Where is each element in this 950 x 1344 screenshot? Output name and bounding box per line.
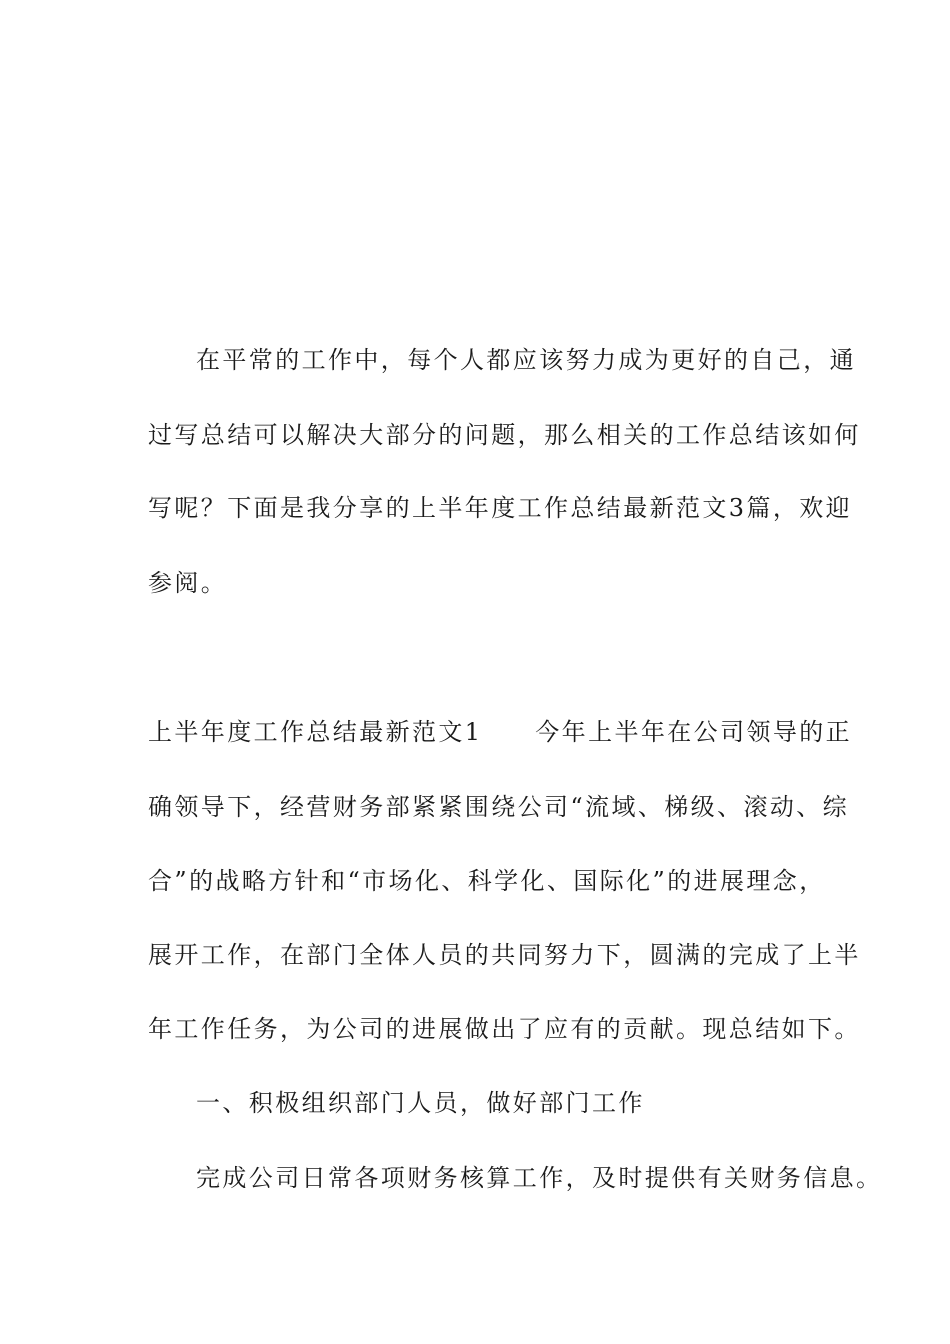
body-paragraph-1: 完成公司日常各项财务核算工作，及时提供有关财务信息。 [196, 1164, 883, 1192]
section-line-2: 确领导下，经营财务部紧紧围绕公司“流域、梯级、滚动、综 [148, 793, 850, 821]
document-title-line-1 [0, 136, 950, 176]
heading-1: 一、积极组织部门人员，做好部门工作 [196, 1089, 645, 1117]
section-line-3: 合”的战略方针和“市场化、科学化、国际化”的进展理念， [148, 867, 826, 895]
intro-line-3: 写呢？下面是我分享的上半年度工作总结最新范文3篇，欢迎 [148, 494, 853, 522]
intro-line-1: 在平常的工作中，每个人都应该努力成为更好的自己，通 [196, 346, 856, 374]
intro-line-2: 过写总结可以解决大部分的问题，那么相关的工作总结该如何 [148, 421, 861, 449]
intro-line-4: 参阅。 [148, 569, 228, 597]
document-title-line-2 [0, 206, 950, 246]
section-line-1: 上半年度工作总结最新范文1 今年上半年在公司领导的正 [148, 718, 853, 746]
section-line-5: 年工作任务，为公司的进展做出了应有的贡献。现总结如下。 [148, 1015, 861, 1043]
section-line-4: 展开工作，在部门全体人员的共同努力下，圆满的完成了上半 [148, 941, 861, 969]
